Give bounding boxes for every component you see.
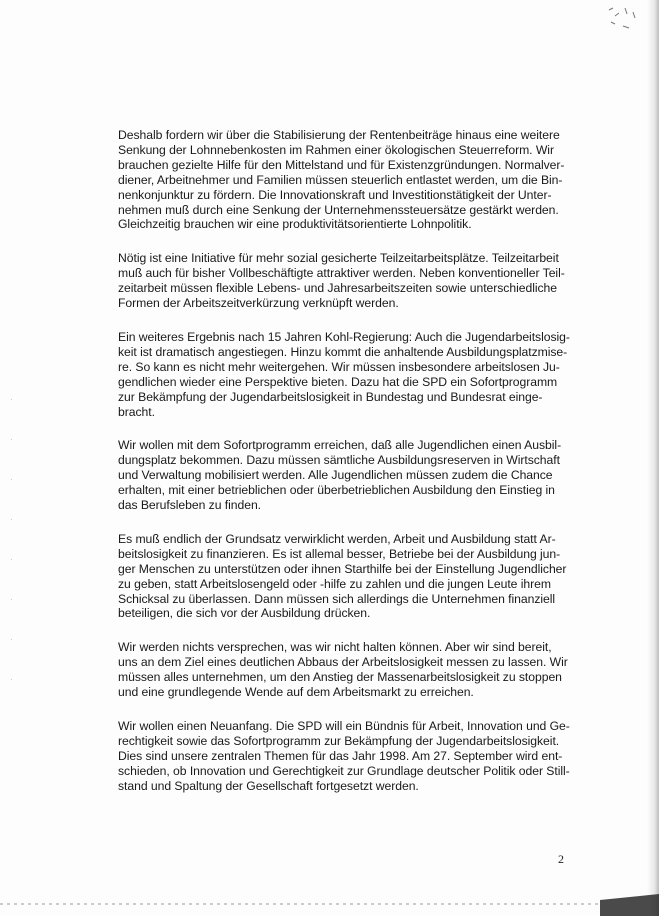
text-line: brauchen gezielte Hilfe für den Mittelstand und für Existenzgründungen. Normalver- (118, 157, 565, 172)
text-line: Deshalb fordern wir über die Stabilisierung der Rentenbeiträge hinaus eine weitere (118, 128, 560, 142)
scan-edge-bottom (0, 892, 659, 916)
text-line: zeitarbeit müssen flexible Lebens- und Jahresarbeitszeiten sowie unterschiedliche (118, 281, 558, 296)
text-line: ger Menschen zu unterstützen oder ihnen Starthilfe bei der Einstellung Jugendlicher (118, 561, 567, 576)
paragraph (118, 640, 574, 700)
text-line: stand und Spaltung der Gesellschaft fortgesetzt werden. (118, 778, 419, 793)
paragraph (118, 251, 574, 311)
text-line: Wir wollen einen Neuanfang. Die SPD will ein Bündnis für Arbeit, Innovation und Ge- (118, 719, 570, 733)
text-line: Nötig ist eine Initiative für mehr sozial gesicherte Teilzeitarbeitsplätze. Teilzeitarbeit (118, 251, 559, 266)
text-line: schieden, ob Innovation und Gerechtigkeit zur Grundlage deutscher Politik oder Still- (118, 763, 570, 778)
text-line: Gleichzeitig brauchen wir eine produktivitätsorientierte Lohnpolitik. (118, 217, 472, 232)
paragraph (118, 719, 574, 794)
text-line: Ein weiteres Ergebnis nach 15 Jahren Kohl-Regierung: Auch die Jugendarbeitslosig- (118, 329, 570, 344)
paragraph (118, 438, 574, 513)
text-line: gendlichen wieder eine Perspektive bieten. Dazu hat die SPD ein Sofortprogramm (118, 374, 558, 389)
text-line: müssen alles unternehmen, um den Anstieg der Massenarbeitslosigkeit zu stoppen (118, 670, 562, 685)
text-line: diener, Arbeitnehmer und Familien müssen steuerlich entlastet werden, um die Bin- (118, 172, 563, 187)
text-line: re. So kann es nicht mehr weitergehen. Wir müssen insbesondere arbeitslosen Ju- (118, 359, 560, 374)
text-line: dungsplatz bekommen. Dazu müssen sämtliche Ausbildungsreserven in Wirtschaft (118, 453, 560, 468)
text-line: zu geben, statt Arbeitslosengeld oder -hilfe zu zahlen und die jungen Leute ihrem (118, 576, 551, 591)
document-body (118, 128, 574, 813)
text-line: Senkung der Lohnnebenkosten im Rahmen einer ökologischen Steuerreform. Wir (118, 142, 554, 157)
text-line: Formen der Arbeitszeitverkürzung verknüpft werden. (118, 296, 399, 311)
text-line: beitslosigkeit zu finanzieren. Es ist allemal besser, Betriebe bei der Ausbildung jun- (118, 546, 561, 561)
text-line: erhalten, mit einer betrieblichen oder überbetrieblichen Ausbildung den Einstieg in (118, 483, 555, 498)
paragraph (118, 330, 574, 419)
text-line: Wir werden nichts versprechen, was wir nicht halten können. Aber wir sind bereit, (118, 640, 552, 655)
paragraph (118, 128, 574, 232)
text-line: und Verwaltung mobilisiert werden. Alle Jugendlichen müssen zudem die Chance (118, 468, 553, 483)
text-line: zur Bekämpfung der Jugendarbeitslosigkeit in Bundestag und Bundesrat einge- (118, 389, 543, 404)
text-line: muß auch für bisher Vollbeschäftigte attraktiver werden. Neben konventioneller Teil- (118, 266, 565, 281)
text-line: und eine grundlegende Wende auf dem Arbeitsmarkt zu erreichen. (118, 685, 474, 700)
scan-margin-marks: · · · · · · · · (10, 395, 13, 684)
text-line: keit ist dramatisch angestiegen. Hinzu kommt die anhaltende Ausbildungsplatzmise- (118, 344, 568, 359)
text-line: Dies sind unsere zentralen Themen für das Jahr 1998. Am 27. September wird ent- (118, 748, 563, 763)
page-number: 2 (558, 852, 564, 866)
text-line: Wir wollen mit dem Sofortprogramm erreichen, daß alle Jugendlichen einen Ausbil- (118, 438, 562, 453)
text-line: bracht. (118, 404, 155, 419)
text-line: uns an dem Ziel eines deutlichen Abbaus der Arbeitslosigkeit messen zu lassen. Wir (118, 655, 568, 670)
text-line: rechtigkeit sowie das Sofortprogramm zur Bekämpfung der Jugendarbeitslosigkeit. (118, 733, 560, 748)
text-line: beteiligen, die sich vor der Ausbildung drücken. (118, 606, 371, 621)
text-line: Schicksal zu überlassen. Dann müssen sich allerdings die Unternehmen finanziell (118, 591, 556, 606)
text-line: das Berufsleben zu finden. (118, 498, 262, 513)
text-line: nehmen muß durch eine Senkung der Unternehmenssteuersätze gestärkt werden. (118, 202, 559, 217)
paragraph (118, 532, 574, 621)
text-line: Es muß endlich der Grundsatz verwirklicht werden, Arbeit und Ausbildung statt Ar- (118, 531, 556, 546)
text-line: nenkonjunktur zu fördern. Die Innovationskraft und Investitionstätigkeit der Unter- (118, 187, 552, 202)
scan-edge-shadow (647, 0, 659, 916)
scan-corner-marks (605, 4, 645, 34)
